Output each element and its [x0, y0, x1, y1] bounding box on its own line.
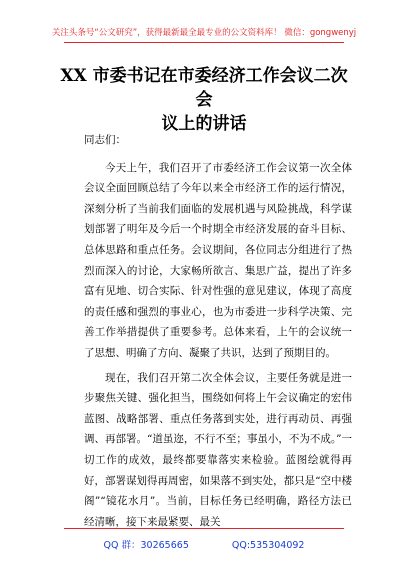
title-line-1: XX 市委书记在市委经济工作会议二次会 — [60, 66, 348, 110]
footer-qq-group[interactable]: QQ 群：30265665 — [103, 540, 189, 551]
salutation: 同志们： — [84, 134, 126, 146]
header-divider — [64, 42, 344, 43]
footer — [0, 537, 408, 551]
document-body — [84, 130, 352, 532]
paragraph-1: 今天上午，我们召开了市委经济工作会议第一次全体会议全面回顾总结了今年以来全市经济工作的运行情况，深刻分析了当前我们面临的发展机遇与风险挑战，科学谋划部署了明年及今后一个时期全市经济发展的奋斗目标、总体思路和重点任务。会议期间，各位同志分组进行了热烈而深入的讨论，大家畅所欲言、集思广益，提出了许多富有见地、切合实际、针对性强的意见建议，体现了高度的责任感和强烈的事业心，也为市委进一步科学决策、完善工作举措提供了重要参考。总体来看，上午的会议统一了思想、明确了方向、凝聚了共识，达到了预期目的。 — [84, 161, 352, 359]
paragraph-2: 现在，我们召开第二次全体会议，主要任务就是进一步聚焦关键、强化担当，围绕如何将上午会议确定的宏伟蓝图、战略部署、重点任务落到实处，进行再动员、再强调、再部署。“道虽迩，不行不至；事虽小，不为不成。”一切工作的成效，最终都要靠落实来检验。蓝图绘就得再好，部署谋划得再周密，如果落不到实处，都只是“空中楼阁”“镜花水月”。当前，目标任务已经明确，路径方法已经清晰，接下来最紧要、最关 — [84, 371, 352, 528]
footer-qq-contact[interactable]: QQ:535304092 — [231, 540, 305, 551]
document-title — [52, 64, 356, 136]
title-line-2: 议上的讲话 — [161, 114, 247, 134]
footer-divider — [64, 528, 344, 529]
header-banner: 关注头条号“公文研究”，获得最新最全最专业的公文资料库！ 微信：gongwenyj — [51, 28, 357, 38]
